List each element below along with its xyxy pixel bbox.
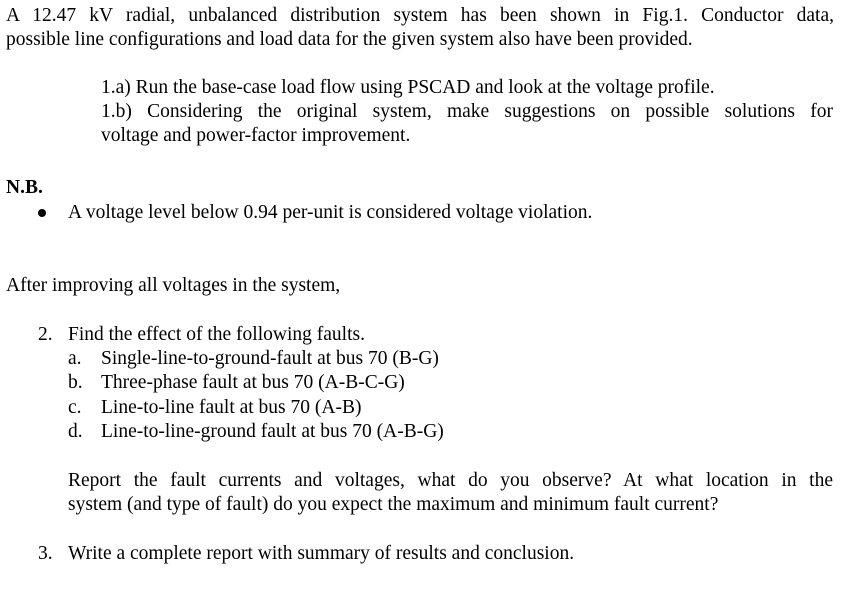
task-1b-line-2: voltage and power-factor improvement. (101, 125, 411, 146)
nb-bullet-text: A voltage level below 0.94 per-unit is considered voltage violation. (68, 202, 593, 223)
fault-item-c-label: c. (68, 397, 82, 418)
fault-item-b-label: b. (68, 372, 83, 393)
fault-item-a-label: a. (68, 348, 82, 369)
intro-line-1: A 12.47 kV radial, unbalanced distribution system has been shown in Fig.1. Conductor data, (6, 5, 834, 26)
task-2-number: 2. (38, 324, 53, 345)
report-line-2: system (and type of fault) do you expect the maximum and minimum fault current? (68, 494, 719, 515)
fault-item-c: Line-to-line fault at bus 70 (A-B) (101, 397, 362, 418)
task-3-text: Write a complete report with summary of results and conclusion. (68, 543, 575, 564)
fault-item-d-label: d. (68, 421, 83, 442)
task-3-number: 3. (38, 543, 53, 564)
fault-item-a: Single-line-to-ground-fault at bus 70 (B-G) (101, 348, 439, 369)
task-2-title: Find the effect of the following faults. (68, 324, 365, 345)
task-1a: 1.a) Run the base-case load flow using PSCAD and look at the voltage profile. (101, 77, 715, 98)
report-line-1: Report the fault currents and voltages, what do you observe? At what location in the (68, 470, 833, 491)
after-improving-text: After improving all voltages in the system, (6, 275, 341, 296)
task-1b-line-1: 1.b) Considering the original system, make suggestions on possible solutions for (101, 101, 833, 122)
nb-heading: N.B. (6, 177, 43, 198)
fault-item-d: Line-to-line-ground fault at bus 70 (A-B-G) (101, 421, 444, 442)
bullet-icon (38, 209, 46, 217)
intro-line-2: possible line configurations and load data for the given system also have been provided. (6, 29, 693, 50)
fault-item-b: Three-phase fault at bus 70 (A-B-C-G) (101, 372, 405, 393)
